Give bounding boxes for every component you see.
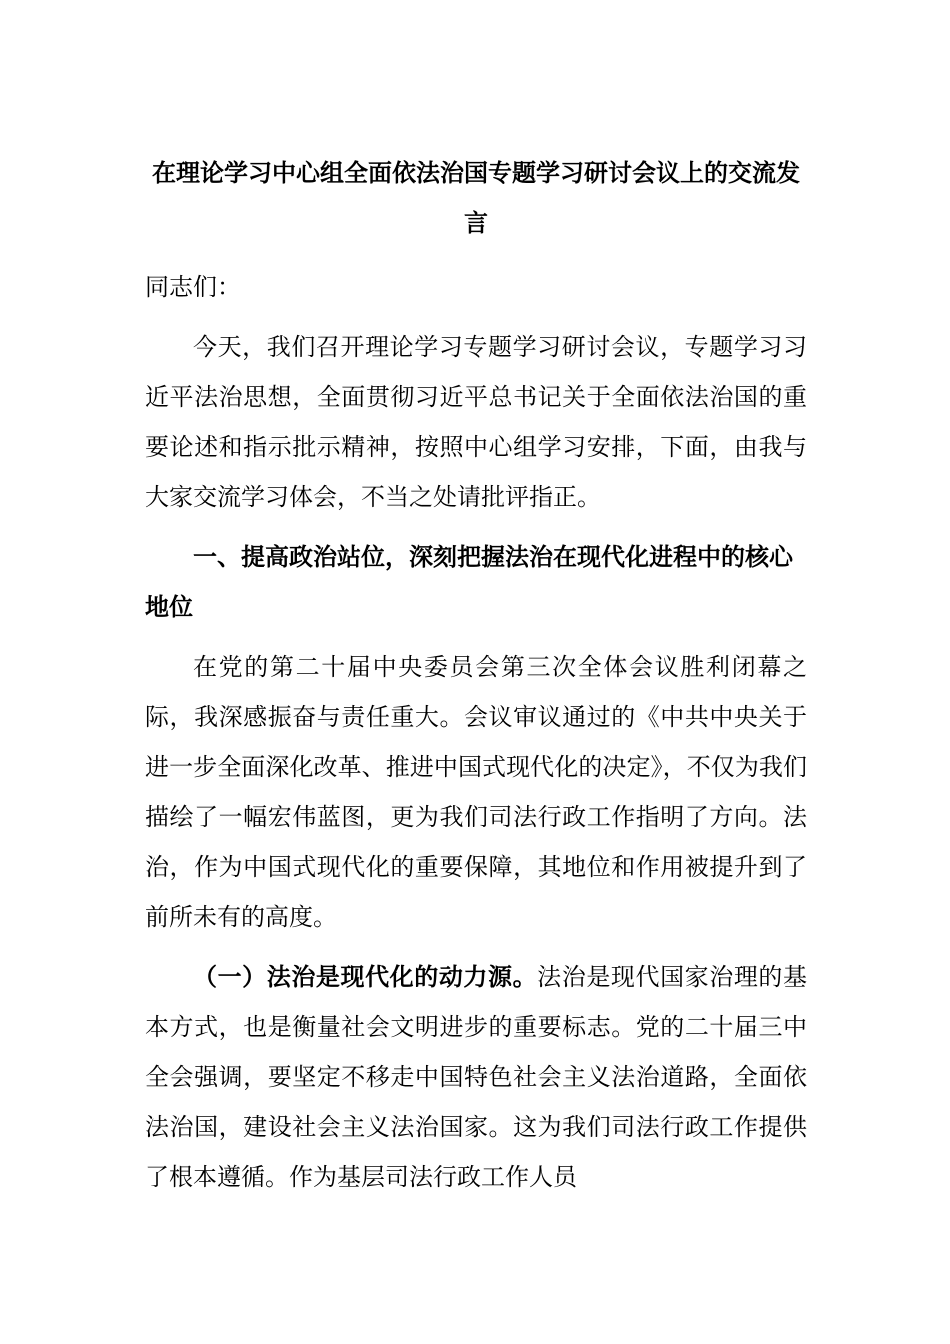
salutation: 同志们： (145, 273, 241, 301)
subsection-1-paragraph (145, 952, 807, 1202)
document-title: 在理论学习中心组全面依法治国专题学习研讨会议上的交流发言 (152, 159, 800, 237)
subsection-1-text: 法治是现代国家治理的基本方式，也是衡量社会文明进步的重要标志。党的二十届三中全会强调，要坚定不移走中国特色社会主义法治道路，全面依法治国，建设社会主义法治国家。这为我们司法行政工作提供了根本遵循。作为基层司法行政工作人员 (145, 963, 808, 1191)
subsection-1-lead: （一）法治是现代化的动力源。 (193, 963, 538, 991)
intro-paragraph: 今天，我们召开理论学习专题学习研讨会议，专题学习习近平法治思想，全面贯彻习近平总书记关于全面依法治国的重要论述和指示批示精神，按照中心组学习安排，下面，由我与大家交流学习体会，不当之处请批评指正。 (145, 333, 807, 511)
document-body (145, 148, 807, 1202)
section-1-paragraph: 在党的第二十届中央委员会第三次全体会议胜利闭幕之际，我深感振奋与责任重大。会议审议通过的《中共中央关于进一步全面深化改革、推进中国式现代化的决定》，不仅为我们描绘了一幅宏伟蓝图，更为我们司法行政工作指明了方向。法治，作为中国式现代化的重要保障，其地位和作用被提升到了前所未有的高度。 (145, 653, 807, 931)
section-heading-1: 一、提高政治站位，深刻把握法治在现代化进程中的核心地位 (145, 543, 793, 621)
